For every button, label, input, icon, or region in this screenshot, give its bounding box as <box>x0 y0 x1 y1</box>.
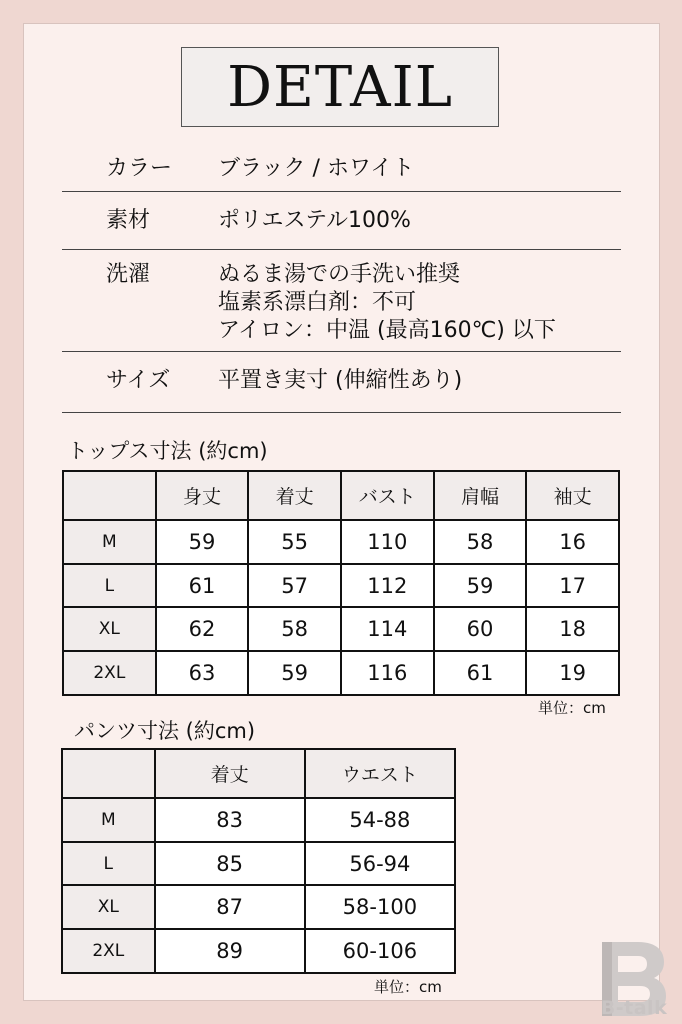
table-header-cell: 着丈 <box>155 749 305 798</box>
table-header-row <box>63 471 619 520</box>
size-label: XL <box>63 607 156 651</box>
spec-value-color: ブラック / ホワイト <box>218 156 415 181</box>
table-header-cell: 着丈 <box>248 471 341 520</box>
size-label: 2XL <box>63 651 156 695</box>
spec-label-size: サイズ <box>106 368 171 393</box>
size-label: L <box>62 842 155 886</box>
table-row <box>63 520 619 564</box>
table-row <box>62 842 455 886</box>
spec-value-material: ポリエステル100% <box>218 208 411 233</box>
table-cell: 85 <box>155 842 305 886</box>
page-title: DETAIL <box>181 47 499 127</box>
divider <box>62 191 621 192</box>
table-cell: 55 <box>248 520 341 564</box>
table-cell: 87 <box>155 885 305 929</box>
pants-unit-note: 単位：cm <box>374 978 442 996</box>
table-cell: 59 <box>434 564 527 608</box>
table-cell: 116 <box>341 651 434 695</box>
table-header-cell <box>62 749 155 798</box>
table-cell: 62 <box>156 607 249 651</box>
table-cell: 61 <box>156 564 249 608</box>
spec-value-size: 平置き実寸 (伸縮性あり) <box>218 368 463 393</box>
spec-label-color: カラー <box>106 156 173 181</box>
table-cell: 19 <box>526 651 619 695</box>
table-cell: 59 <box>156 520 249 564</box>
table-cell: 56-94 <box>305 842 455 886</box>
table-cell: 18 <box>526 607 619 651</box>
table-header-cell <box>63 471 156 520</box>
table-header-cell: 身丈 <box>156 471 249 520</box>
table-row <box>63 651 619 695</box>
table-cell: 58 <box>434 520 527 564</box>
table-cell: 54-88 <box>305 798 455 842</box>
table-header-cell: 肩幅 <box>434 471 527 520</box>
table-cell: 60 <box>434 607 527 651</box>
table-cell: 89 <box>155 929 305 973</box>
table-cell: 58-100 <box>305 885 455 929</box>
table-row <box>62 885 455 929</box>
table-cell: 63 <box>156 651 249 695</box>
spec-value-washing-3: アイロン：中温 (最高160℃) 以下 <box>218 318 556 343</box>
table-cell: 60-106 <box>305 929 455 973</box>
size-label: XL <box>62 885 155 929</box>
table-cell: 59 <box>248 651 341 695</box>
table-cell: 112 <box>341 564 434 608</box>
spec-label-material: 素材 <box>106 208 151 233</box>
table-row <box>62 798 455 842</box>
table-row <box>63 564 619 608</box>
tops-unit-note: 単位：cm <box>538 699 606 717</box>
table-header-cell: ウエスト <box>305 749 455 798</box>
table-cell: 61 <box>434 651 527 695</box>
table-cell: 110 <box>341 520 434 564</box>
tops-size-table <box>62 470 620 696</box>
size-label: 2XL <box>62 929 155 973</box>
table-cell: 114 <box>341 607 434 651</box>
pants-size-table <box>61 748 456 974</box>
btalk-logo-text: B-talk <box>600 997 668 1019</box>
size-label: M <box>63 520 156 564</box>
spec-value-washing-1: ぬるま湯での手洗い推奨 <box>218 262 461 287</box>
table-row <box>62 929 455 973</box>
divider <box>62 249 621 250</box>
divider <box>62 351 621 352</box>
size-label: L <box>63 564 156 608</box>
table-header-row <box>62 749 455 798</box>
spec-value-washing-2: 塩素系漂白剤：不可 <box>218 290 417 315</box>
divider <box>62 412 621 413</box>
table-row <box>63 607 619 651</box>
pants-section-title: パンツ寸法 (約cm) <box>74 719 256 743</box>
table-cell: 17 <box>526 564 619 608</box>
table-cell: 58 <box>248 607 341 651</box>
table-cell: 16 <box>526 520 619 564</box>
table-cell: 83 <box>155 798 305 842</box>
spec-label-washing: 洗濯 <box>106 262 151 287</box>
size-label: M <box>62 798 155 842</box>
table-cell: 57 <box>248 564 341 608</box>
tops-section-title: トップス寸法 (約cm) <box>67 439 268 463</box>
table-header-cell: バスト <box>341 471 434 520</box>
table-header-cell: 袖丈 <box>526 471 619 520</box>
